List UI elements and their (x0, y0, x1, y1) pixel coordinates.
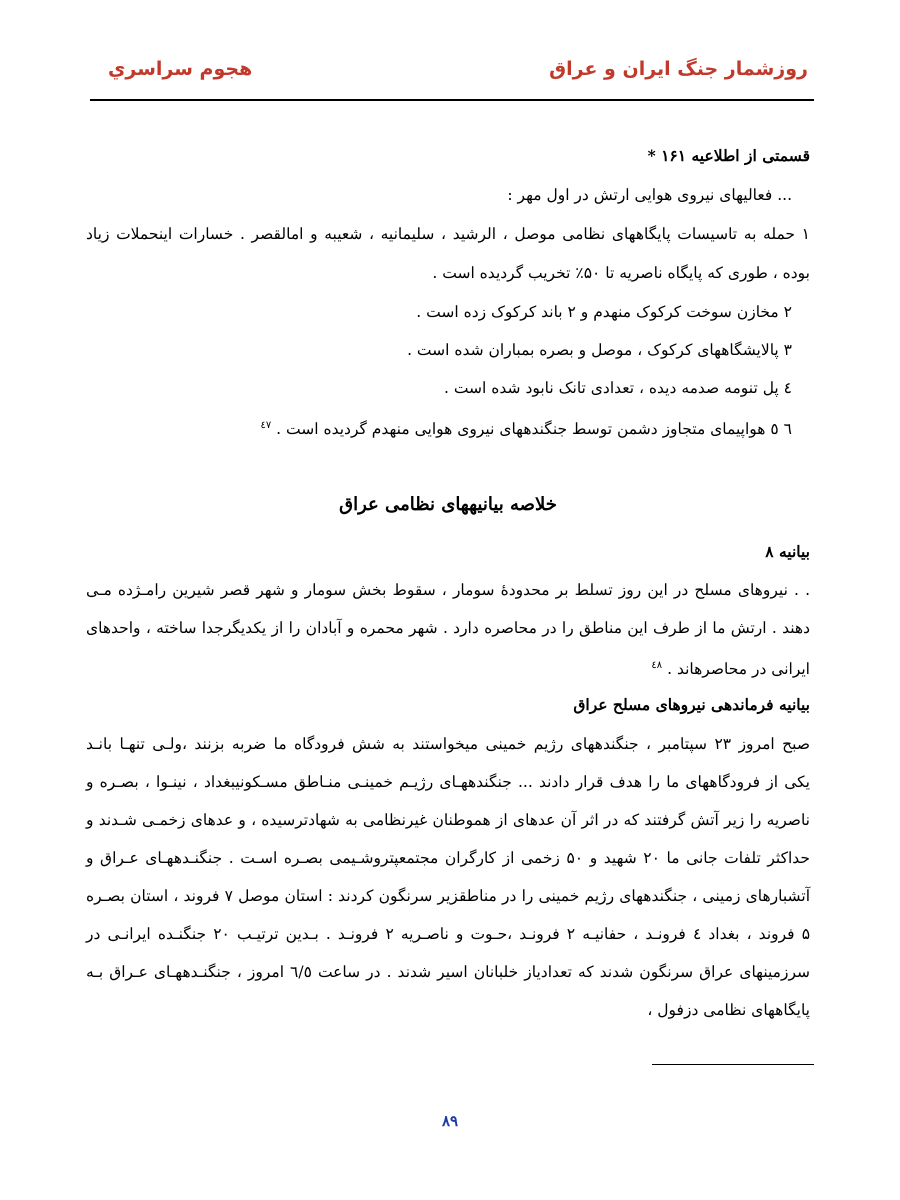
section3-line: یکی از فرودگاههای ما را هدف قرار دادند ... جنگندههـای رژیـم خمینـی منـاطق مسـکونیبغداد ، نینـوا ، بصـره و (86, 773, 810, 791)
section1-line: ۱ حمله به تاسیسات پایگاههای نظامی موصل ، الرشید ، سلیمانیه ، شعیبه و امالقصر . خسارات اینحملات زیاد (86, 225, 810, 243)
section3-line: صبح امروز ۲۳ سپتامبر ، جنگندههای رژیم خمینی میخواستند به شش فرودگاه ما ضربه بزنند ،ولـی تنهـا بانـد (86, 735, 810, 753)
section2-title: خلاصه بیانیههای نظامی عراق (339, 494, 557, 515)
section3-line: پایگاههای نظامی دزفول ، (647, 1001, 810, 1019)
footnote-ref-47: ٤٧ (260, 420, 272, 431)
section2-line-with-footnote (86, 654, 810, 681)
section2-sub-heading: بیانیه ۸ (765, 542, 810, 561)
section2-line: . . نیروهای مسلح در این روز تسلط بر محدودهٔ سومار ، سقوط بخش سومار و شهر قصر شیرین رامـژده مـی (86, 581, 811, 599)
section3-line: ۵ فروند ، بغداد ٤ فرونـد ، حفانیـه ۲ فرونـد ،حـوت و ناصـریه ۲ فرونـد . بـدین ترتیـب ۲۰ جنگنـده ایرانـی در (86, 925, 811, 943)
footnote-ref-48: ٤٨ (651, 660, 663, 671)
page-number: ۸۹ (441, 1112, 459, 1130)
section1-line: ٤ پل تنومه صدمه دیده ، تعدادی تانک نابود شده است . (443, 379, 792, 397)
book-title-header: روزشمار جنگ ایران و عراق (549, 58, 808, 80)
section1-line: بوده ، طوری که پایگاه ناصریه تا ۵۰٪ تخریب گردیده است . (432, 264, 810, 282)
section1-line: ۳ پالایشگاههای کرکوک ، موصل و بصره بمباران شده است . (407, 341, 792, 359)
section1-line-text: ٦ ٥ هواپیمای متجاوز دشمن توسط جنگندههای نیروی هوایی منهدم گردیده است . (276, 420, 792, 439)
section1-line-with-footnote (86, 414, 792, 441)
section2-line-text: ایرانی در محاصرهاند . (667, 660, 810, 679)
section-title-header: هجوم سراسري (108, 58, 253, 80)
section2-line: دهند . ارتش ما از طرف این مناطق را در محاصره دارد . شهر محمره و آبادان را از یکدیگرجدا ساخته ، واحدهای (86, 619, 810, 637)
section3-line: آتشبارهای زمینی ، جنگندههای رژیم خمینی را در مناطقزیر سرنگون کردند : استان موصل ۷ فروند ، استان بصـره (86, 887, 811, 905)
section3-line: سرزمینهای عراق سرنگون شدند که تعدادیاز خلبانان اسیر شدند . در ساعت ٦/٥ امروز ، جنگنـدههـای عـراق بـه (86, 963, 810, 981)
section3-line: ناصریه را زیر آتش گرفتند که در اثر آن عدهای از هموطنان غیرنظامی به شهادترسیده ، و عدهای زخمـی شـدند و (86, 811, 810, 829)
section1-line: ... فعالیهای نیروی هوایی ارتش در اول مهر : (507, 186, 792, 204)
header-divider (90, 99, 814, 101)
section1-heading: قسمتی از اطلاعیه ۱۶۱ * (647, 146, 810, 165)
footnote-divider (652, 1064, 814, 1065)
section3-line: حداکثر تلفات جانی ما ۲۰ شهید و ۵۰ زخمی از کارگران مجتمعپتروشـیمی بصـره اسـت . جنگنـدههـای عـراق و (86, 849, 810, 867)
section3-heading: بیانیه فرماندهی نیروهای مسلح عراق (573, 695, 810, 714)
section1-line: ۲ مخازن سوخت کرکوک منهدم و ۲ باند کرکوک زده است . (416, 303, 792, 321)
